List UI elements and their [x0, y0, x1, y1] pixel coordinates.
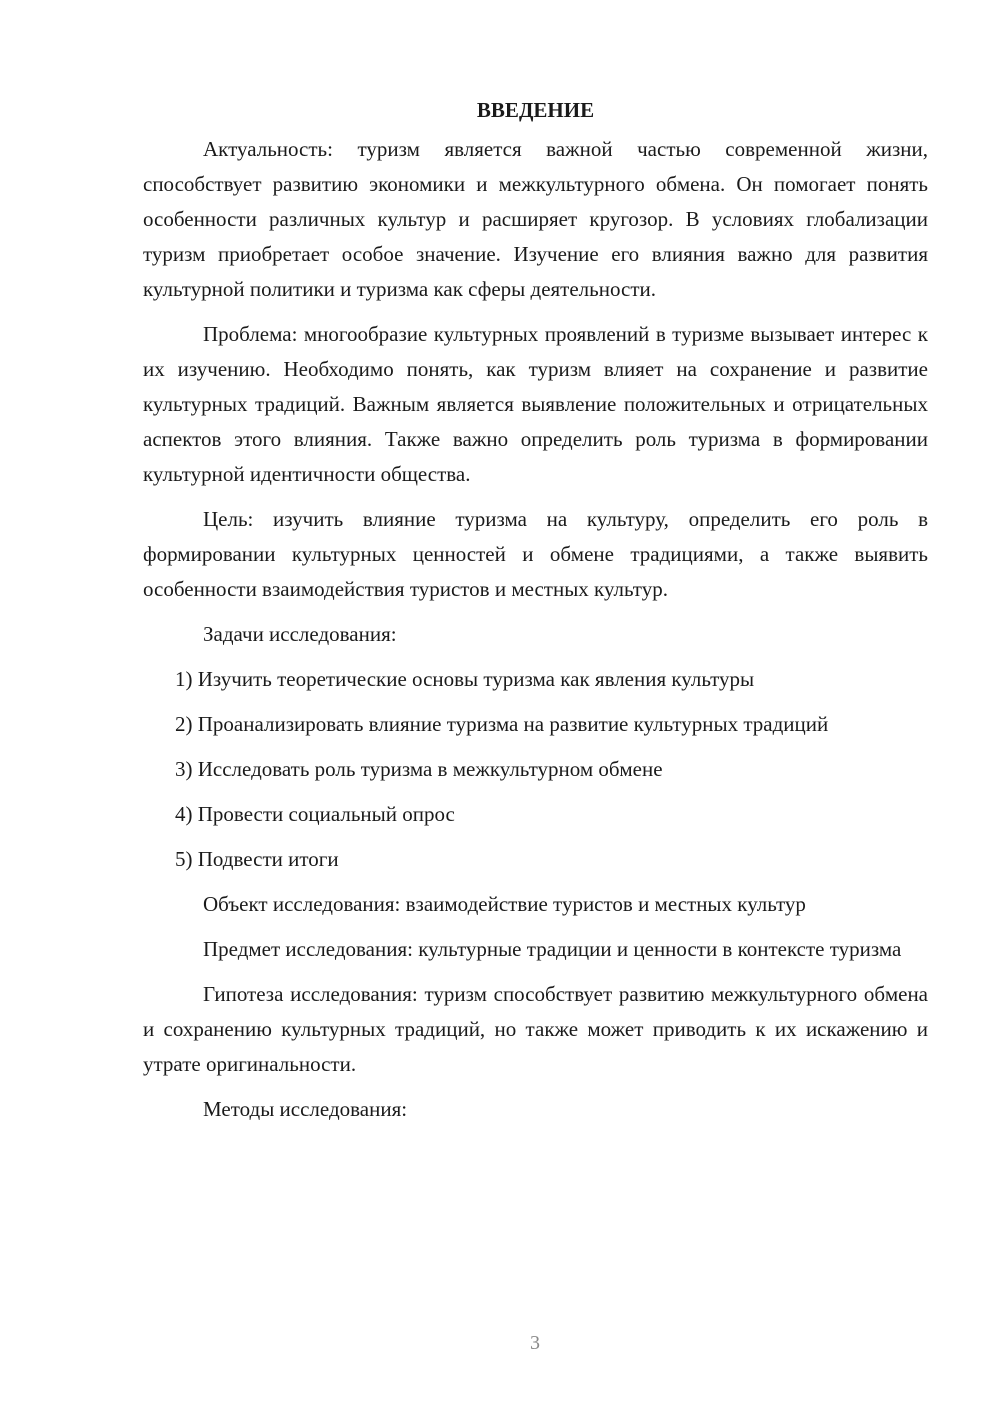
- task-item-2: 2) Проанализировать влияние туризма на развитие культурных традиций: [175, 712, 829, 736]
- page-number: 3: [530, 1332, 540, 1354]
- object-paragraph: Объект исследования: взаимодействие туристов и местных культур: [203, 892, 806, 916]
- tasks-heading: Задачи исследования:: [203, 622, 397, 646]
- task-item-5: 5) Подвести итоги: [175, 847, 339, 871]
- page-content: [143, 92, 928, 1127]
- task-item-3: 3) Исследовать роль туризма в межкультурном обмене: [175, 757, 663, 781]
- task-item-1: 1) Изучить теоретические основы туризма как явления культуры: [175, 667, 755, 691]
- relevance-paragraph: Актуальность: туризм является важной частью современной жизни, способствует развитию экономики и межкультурного обмена. Он помогает понять особенности различных культур и расширяет кругозор. В условиях глобализации туризм приобретает особое значение. Изучение его влияния важно для развития культурной политики и туризма как сферы деятельности.: [143, 137, 928, 301]
- section-title: ВВЕДЕНИЕ: [476, 98, 595, 122]
- subject-paragraph: Предмет исследования: культурные традиции и ценности в контексте туризма: [203, 937, 902, 961]
- methods-heading: Методы исследования:: [203, 1097, 408, 1121]
- hypothesis-paragraph: Гипотеза исследования: туризм способствует развитию межкультурного обмена и сохранению культурных традиций, но также может приводить к их искажению и утрате оригинальности.: [143, 982, 928, 1076]
- goal-paragraph: Цель: изучить влияние туризма на культуру, определить его роль в формировании культурных ценностей и обмене традициями, а также выявить особенности взаимодействия туристов и местных культур.: [143, 507, 928, 601]
- task-item-4: 4) Провести социальный опрос: [175, 802, 455, 826]
- problem-paragraph: Проблема: многообразие культурных проявлений в туризме вызывает интерес к их изучению. Необходимо понять, как туризм влияет на сохранение и развитие культурных традиций. Важным является выявление положительных и отрицательных аспектов этого влияния. Также важно определить роль туризма в формировании культурной идентичности общества.: [143, 322, 928, 486]
